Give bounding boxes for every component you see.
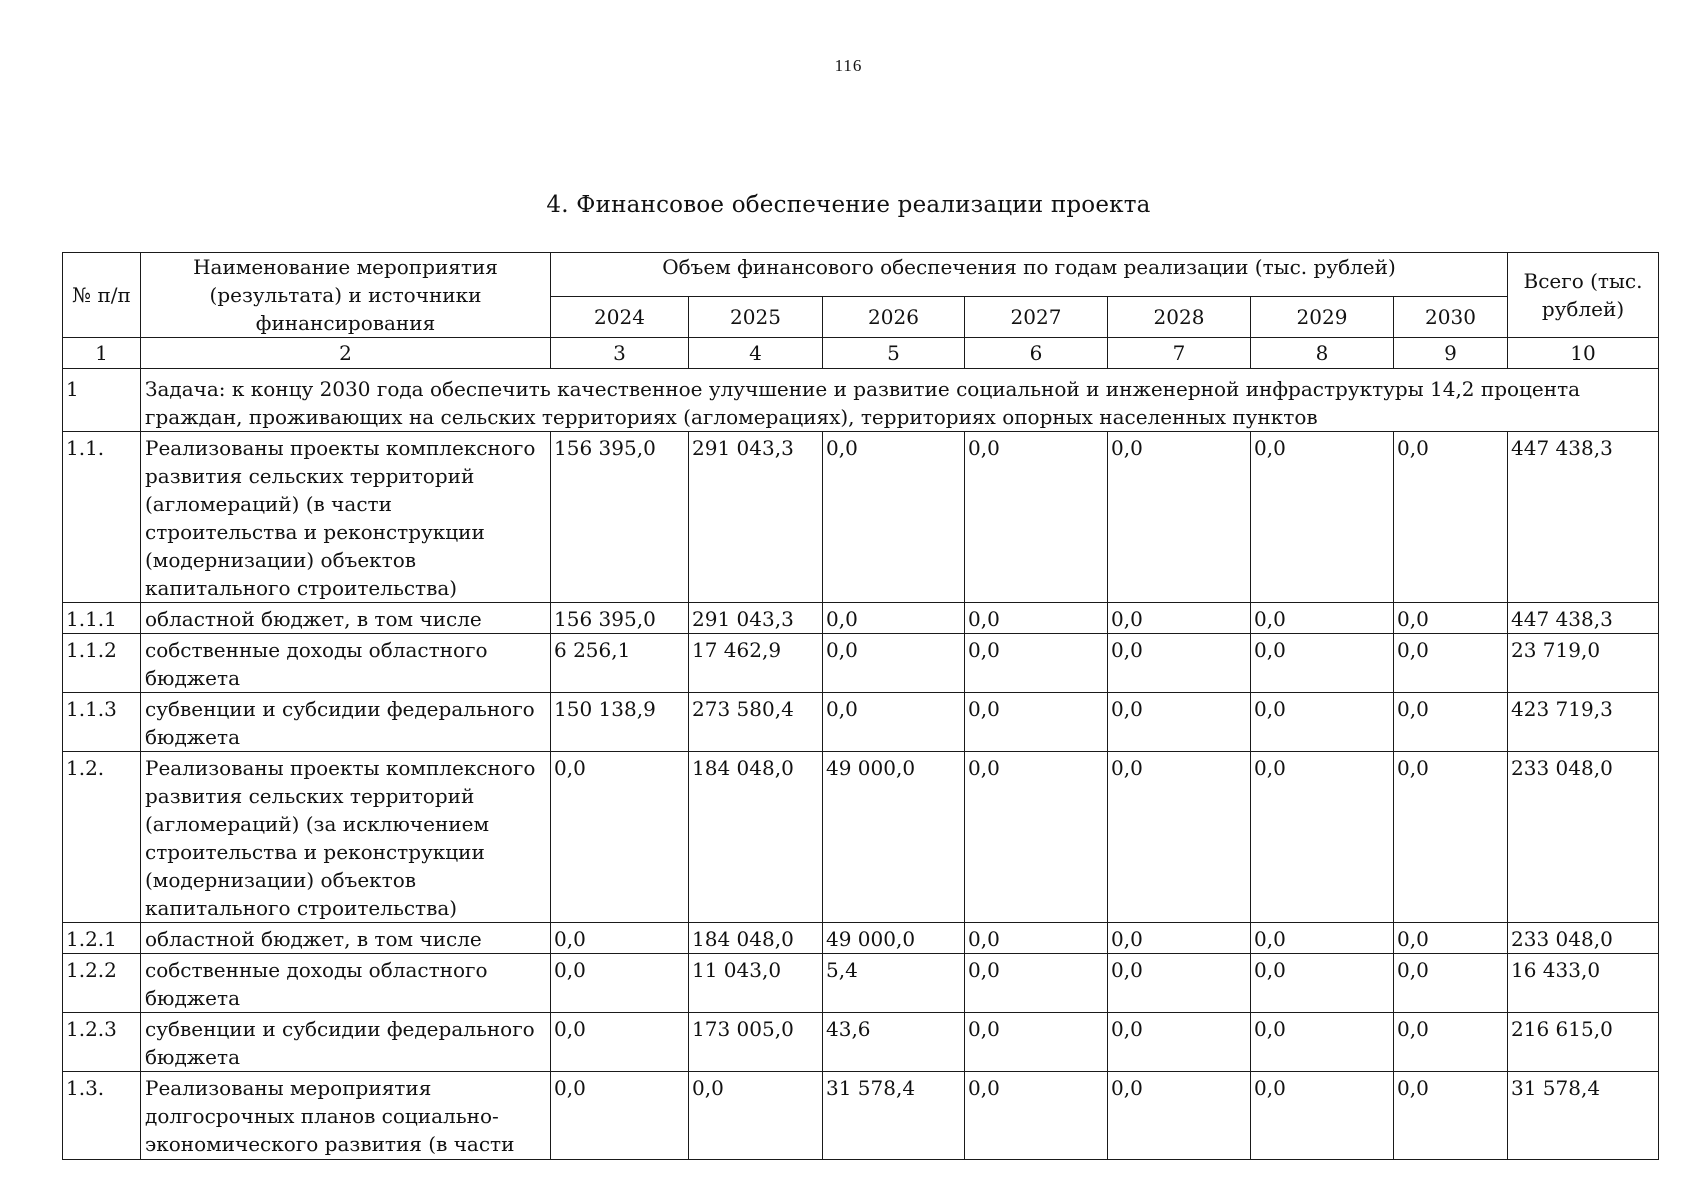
column-number: 6	[965, 338, 1108, 369]
year-value-cell: 0,0	[965, 603, 1108, 634]
row-name: собственные доходы областного бюджета	[141, 954, 551, 1013]
row-number: 1.2.	[63, 752, 141, 923]
row-number: 1.1.2	[63, 634, 141, 693]
year-value-cell: 0,0	[1108, 923, 1251, 954]
header-year: 2026	[823, 296, 965, 337]
total-value-cell: 31 578,4	[1508, 1072, 1659, 1160]
year-value-cell: 0,0	[1251, 1072, 1394, 1160]
year-value-cell: 0,0	[1251, 693, 1394, 752]
column-number: 1	[63, 338, 141, 369]
year-value-cell: 0,0	[965, 1013, 1108, 1072]
header-row-top	[63, 253, 1659, 297]
year-value-cell: 0,0	[551, 1072, 689, 1160]
row-name: субвенции и субсидии федерального бюджета	[141, 693, 551, 752]
table-row	[63, 634, 1659, 693]
year-value-cell: 0,0	[1108, 634, 1251, 693]
year-value-cell: 0,0	[551, 923, 689, 954]
total-value-cell: 447 438,3	[1508, 432, 1659, 603]
year-value-cell: 0,0	[1108, 432, 1251, 603]
year-value-cell: 184 048,0	[689, 923, 823, 954]
row-name: Реализованы проекты комплексного развития сельских территорий (агломераций) (за исключением строительства и реконструкции (модернизации) объектов капитального строительства)	[141, 752, 551, 923]
page-number: 116	[834, 56, 863, 75]
total-value-cell: 447 438,3	[1508, 603, 1659, 634]
total-value-cell: 23 719,0	[1508, 634, 1659, 693]
column-number: 8	[1251, 338, 1394, 369]
header-year: 2029	[1251, 296, 1394, 337]
year-value-cell: 0,0	[965, 693, 1108, 752]
table-row	[63, 923, 1659, 954]
row-name: областной бюджет, в том числе	[141, 923, 551, 954]
year-value-cell: 0,0	[689, 1072, 823, 1160]
year-value-cell: 184 048,0	[689, 752, 823, 923]
year-value-cell: 291 043,3	[689, 432, 823, 603]
year-value-cell: 0,0	[823, 603, 965, 634]
year-value-cell: 0,0	[823, 693, 965, 752]
row-number: 1.1.1	[63, 603, 141, 634]
year-value-cell: 0,0	[551, 1013, 689, 1072]
year-value-cell: 5,4	[823, 954, 965, 1013]
year-value-cell: 0,0	[1394, 1072, 1508, 1160]
table-row	[63, 1072, 1659, 1160]
header-no: № п/п	[63, 253, 141, 338]
year-value-cell: 11 043,0	[689, 954, 823, 1013]
column-number: 5	[823, 338, 965, 369]
year-value-cell: 156 395,0	[551, 432, 689, 603]
header-name: Наименование мероприятия (результата) и источники финансирования	[141, 253, 551, 338]
column-number: 7	[1108, 338, 1251, 369]
row-number: 1.1.	[63, 432, 141, 603]
year-value-cell: 173 005,0	[689, 1013, 823, 1072]
year-value-cell: 0,0	[1108, 603, 1251, 634]
total-value-cell: 16 433,0	[1508, 954, 1659, 1013]
table-row	[63, 603, 1659, 634]
year-value-cell: 291 043,3	[689, 603, 823, 634]
year-value-cell: 6 256,1	[551, 634, 689, 693]
column-number: 4	[689, 338, 823, 369]
row-number: 1.2.2	[63, 954, 141, 1013]
year-value-cell: 0,0	[551, 752, 689, 923]
year-value-cell: 0,0	[1251, 603, 1394, 634]
year-value-cell: 0,0	[965, 954, 1108, 1013]
year-value-cell: 43,6	[823, 1013, 965, 1072]
year-value-cell: 0,0	[823, 432, 965, 603]
year-value-cell: 0,0	[1394, 1013, 1508, 1072]
year-value-cell: 0,0	[1394, 752, 1508, 923]
total-value-cell: 233 048,0	[1508, 923, 1659, 954]
header-year: 2024	[551, 296, 689, 337]
task-text: Задача: к концу 2030 года обеспечить качественное улучшение и развитие социальной и инженерной инфраструктуры 14,2 процента граждан, проживающих на сельских территориях (агломерациях), территориях опорных населенных пунктов	[141, 369, 1659, 432]
year-value-cell: 0,0	[1108, 954, 1251, 1013]
row-number: 1.2.1	[63, 923, 141, 954]
year-value-cell: 156 395,0	[551, 603, 689, 634]
year-value-cell: 49 000,0	[823, 752, 965, 923]
year-value-cell: 0,0	[1108, 1013, 1251, 1072]
column-number: 9	[1394, 338, 1508, 369]
task-number: 1	[63, 369, 141, 432]
total-value-cell: 233 048,0	[1508, 752, 1659, 923]
row-number: 1.2.3	[63, 1013, 141, 1072]
year-value-cell: 0,0	[1394, 603, 1508, 634]
year-value-cell: 31 578,4	[823, 1072, 965, 1160]
year-value-cell: 17 462,9	[689, 634, 823, 693]
year-value-cell: 0,0	[1394, 954, 1508, 1013]
table-row	[63, 752, 1659, 923]
row-name: Реализованы проекты комплексного развития сельских территорий (агломераций) (в части строительства и реконструкции (модернизации) объектов капитального строительства)	[141, 432, 551, 603]
column-number: 2	[141, 338, 551, 369]
year-value-cell: 0,0	[965, 1072, 1108, 1160]
year-value-cell: 150 138,9	[551, 693, 689, 752]
header-total: Всего (тыс. рублей)	[1508, 253, 1659, 338]
header-year: 2025	[689, 296, 823, 337]
total-value-cell: 216 615,0	[1508, 1013, 1659, 1072]
year-value-cell: 0,0	[1394, 634, 1508, 693]
table-row	[63, 1013, 1659, 1072]
row-number: 1.1.3	[63, 693, 141, 752]
header-year: 2030	[1394, 296, 1508, 337]
year-value-cell: 0,0	[1108, 693, 1251, 752]
section-title: 4. Финансовое обеспечение реализации проекта	[546, 192, 1151, 218]
financing-table	[62, 252, 1659, 1160]
year-value-cell: 0,0	[1251, 432, 1394, 603]
header-year: 2028	[1108, 296, 1251, 337]
year-value-cell: 0,0	[1394, 693, 1508, 752]
year-value-cell: 0,0	[1108, 752, 1251, 923]
row-number: 1.3.	[63, 1072, 141, 1160]
table-row	[63, 954, 1659, 1013]
year-value-cell: 0,0	[1251, 923, 1394, 954]
year-value-cell: 0,0	[965, 923, 1108, 954]
column-number: 10	[1508, 338, 1659, 369]
table-body	[63, 253, 1659, 1160]
year-value-cell: 273 580,4	[689, 693, 823, 752]
header-year: 2027	[965, 296, 1108, 337]
header-volume: Объем финансового обеспечения по годам реализации (тыс. рублей)	[551, 253, 1508, 297]
table-row	[63, 693, 1659, 752]
year-value-cell: 0,0	[965, 752, 1108, 923]
year-value-cell: 49 000,0	[823, 923, 965, 954]
row-name: субвенции и субсидии федерального бюджета	[141, 1013, 551, 1072]
year-value-cell: 0,0	[551, 954, 689, 1013]
year-value-cell: 0,0	[1251, 954, 1394, 1013]
year-value-cell: 0,0	[1251, 1013, 1394, 1072]
task-row	[63, 369, 1659, 432]
total-value-cell: 423 719,3	[1508, 693, 1659, 752]
year-value-cell: 0,0	[823, 634, 965, 693]
column-number-row	[63, 338, 1659, 369]
year-value-cell: 0,0	[965, 432, 1108, 603]
table-row	[63, 432, 1659, 603]
row-name: Реализованы мероприятия долгосрочных планов социально-экономического развития (в части	[141, 1072, 551, 1160]
row-name: областной бюджет, в том числе	[141, 603, 551, 634]
column-number: 3	[551, 338, 689, 369]
year-value-cell: 0,0	[1394, 923, 1508, 954]
row-name: собственные доходы областного бюджета	[141, 634, 551, 693]
year-value-cell: 0,0	[1108, 1072, 1251, 1160]
year-value-cell: 0,0	[1394, 432, 1508, 603]
year-value-cell: 0,0	[1251, 634, 1394, 693]
year-value-cell: 0,0	[1251, 752, 1394, 923]
year-value-cell: 0,0	[965, 634, 1108, 693]
